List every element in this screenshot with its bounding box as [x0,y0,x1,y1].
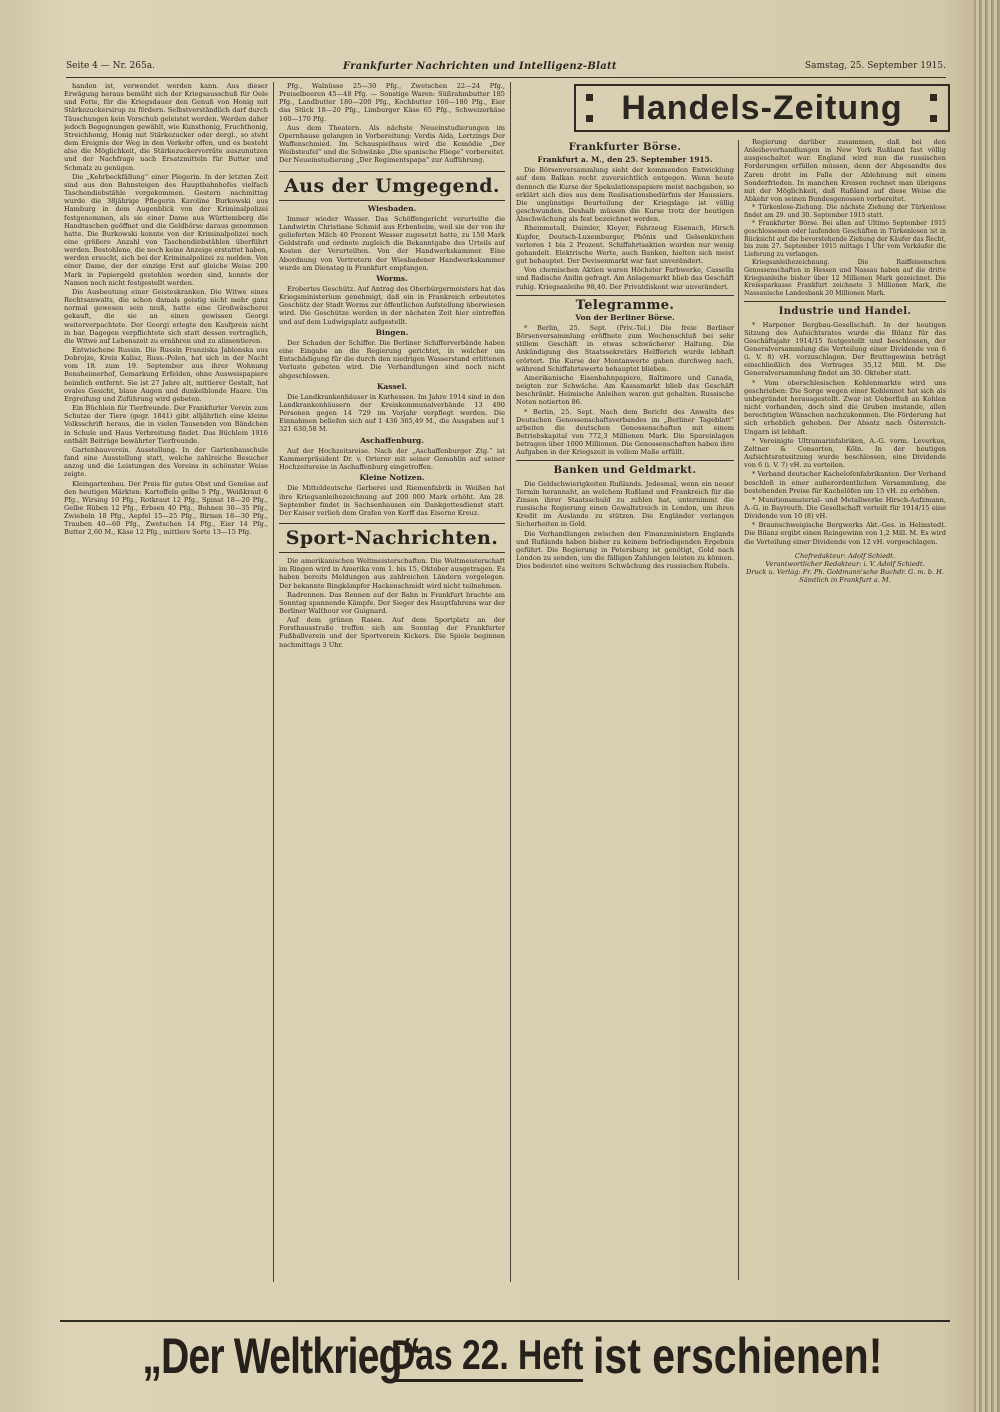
imprint-line: Verantwortlicher Redakteur: i. V. Adolf Schiedt. [765,559,925,568]
telegramme-title: Telegramme. [575,297,675,313]
article-paragraph: Kriegsanleihezeichnung. Die Raiffeisenschen Genossenschaften in Hessen und Nassau haben auf die dritte Kriegsanleihe bisher über 12 Millionen Mark gezeichnet. Die Kreissparkasse Frankfurt zeichnete 3 Millionen Mark, die Nassauische Landesbank 20 Millionen Mark. [744,259,946,297]
article-paragraph: Erobertes Geschütz. Auf Antrag des Oberbürgermeisters hat das Kriegsministerium genehmigt, daß ein in Frankreich erbeutetes Geschütz der Stadt Worms zur öffentlichen Aufstellung überwiesen wird. Die Geschütze werden in der nächsten Zeit hier eintreffen und auf dem Ludwigsplatz aufgestellt. [279,284,505,326]
article-paragraph: Aus dem Theatern. Als nächste Neueinstudierungen im Opernhause gelangen in Vorbereitung: Verdis Aida, Lortzings Der Waffenschmied. Im Schauspielhaus wird die Komödie „Der Weibsteufel“ und die Schwänke „Die spanische Fliege“ vorbereitet. Der Neueinstudierung „Der Regimentspapa“ zur Aufführung. [279,123,505,165]
article-paragraph: * Vom oberschlesischen Kohlenmarkte wird uns geschrieben: Die Sorge wegen einer Kohlennot hat sich als unbegründet herausgestellt. Zwar ist Ueberfluß an Kohlen nicht vorhanden, doch sind die Gruben imstande, allen berechtigten Wünschen nachzukommen. Die Förderung hat sich erheblich gehoben. Der Absatz nach Österreich-Ungarn ist lebhaft. [744,378,946,436]
divider [516,460,734,461]
article-paragraph: Ein Büchlein für Tierfreunde. Der Frankfurter Verein zum Schutze der Tiere (gegr. 1841) gibt alljährlich eine kleine Volksschrift heraus, die in vielen Tausenden von Bändchen in Schule und Haus Verbreitung findet. Das Büchlein 1916 enthält Beiträge bewährter Tierfreunde. [64,404,268,445]
article-paragraph: * Munitionsmaterial- und Metallwerke Hirsch-Aufzmann, A.-G. in Bayreuth. Die Gesellschaft verteilt für 1914/15 eine Dividende von 10 (8) vH. [744,495,946,521]
article-paragraph: * Vereinigte Ultramarinfabriken, A.-G. vorm. Leverkus, Zeltner & Consorten, Köln. In der heutigen Aufsichtsratssitzung wurde beschlossen, eine Dividende von 6 (i. V. 7) vH. zu verteilen. [744,436,946,470]
ad-announcement: ist erschienen! [592,1328,883,1384]
imprint-line: Sämtlich in Frankfurt a. M. [799,575,891,584]
divider [516,295,734,296]
article-paragraph: Auf dem grünen Rasen. Auf dem Sportplatz an der Forsthausstraße treffen sich am Sonntag der Frankfurter Fußballverein und der Sportverein Kickers. Die Spiele beginnen nachmittags 3 Uhr. [279,616,505,649]
article-paragraph: * Berlin, 25. Sept. (Priv.-Tel.) Die freie Berliner Börsenversammlung eröffnete zum Wochenschluß bei sehr stillem Geschäft in etwas schwächerer Haltung. Die Ankündigung des Staatssekretärs Helfferich wurde lebhaft erörtert. Die Kurse der Montanwerte gaben durchweg nach, während Schiffahrtswerte behauptet blieben. [516,323,734,373]
article-paragraph: Die Geldschwierigkeiten Rußlands. Jedesmal, wenn ein neuer Termin herannaht, an welchem Rußland und Frankreich für die Zinsen ihrer Staatsschuld zu zahlen hat, unternimmt die russische Regierung einen Gewaltstreich in London, um ihren Kredit im Auslande zu stützen. Die Engländer verlangen Sicherheiten in Gold. [516,479,734,529]
article-paragraph: * Türkenlose-Ziehung. Die nächste Ziehung der Türkenlose findet am 29. und 30. September 1915 statt. [744,204,946,219]
page-edge [974,0,1000,1412]
article-paragraph: Die amerikanischen Weltmeisterschaften. Die Weltmeisterschaft im Ringen wird in Amerika vom 1. bis 15. Oktober ausgetragen. Es haben bereits Meldungen aus zahlreichen Ländern vorgelegen. Der bekannte Ringkämpfer Hackenschmidt wird nicht teilnehmen. [279,557,505,590]
handelszeitung-masthead [574,84,950,132]
ornament-icon [586,94,594,122]
handelszeitung-title: Handels-Zeitung [621,88,903,127]
column-rule [510,82,511,1282]
article-paragraph: Die Landkrankenhäuser in Kurhessen. Im Jahre 1914 sind in den Landkrankenhäusern der Kreiskommunalverbände 13 490 Personen gegen 14 729 im Vorjahr verpflegt worden. Die Einnahmen beliefen sich auf 1 436 365,49 M., die Ausgaben auf 1 321 630,58 M. [279,392,505,434]
column-rule [738,140,739,1280]
imprint-line: Druck u. Verlag: Fr. Ph. Goldmann'sche Buchdr. G. m. b. H. [746,567,944,576]
article-paragraph: Die Ausbeutung einer Geisteskranken. Die Witwe eines Rechtsanwalts, die schon damals geistig nicht mehr ganz normal gewesen sein muß, hatte eine Großwäscherei gekauft, die sie an einen gewissen Georgi weiterverpachtete. Der Georgi erlegte den Kaufpreis nicht in bar. Dagegen verpflichtete sich statt dessen vertraglich, die Witwe auf Lebenszeit zu ernähren und zu alimentieren. [64,287,268,345]
subsection-head: Kassel. [376,381,408,391]
header-left: Seite 4 — Nr. 265a. [66,61,155,71]
subsection-head: Bingen. [375,327,409,337]
article-paragraph: Die „Kehrbeckfällung“ einer Plegerin. In der letzten Zeit sind aus den Bahnsteigen des Hauptbahnhofes vielfach Taschendiebstähle vorgekommen. Gestern nachmittag wurde die 38jährige Pflegerin Karoline Burkowski aus Hamburg in dem Augenblick von der Kriminalpolizei festgenommen, als sie einer Dame aus Württemberg die Handtaschen geöffnet und die Geldbörse daraus genommen hatte. Die Burkowski konnte von der Kriminalpolizei noch eine größere Anzahl von Taschendiebstählen überführt werden. Bestohlene, die noch keine Anzeige erstattet haben, werden ersucht, sich bei der Kriminalpolizei zu melden. Von einer Dame, der der einzige Erst auf gleiche Weise 200 Mark in Papiergeld gestohlen worden sind, konnte der Namen noch nicht festgestellt werden. [64,172,268,287]
weltkrieg-advertisement [60,1320,950,1390]
page-header [66,58,946,78]
subsection-head: Worms. [376,273,408,283]
divider [744,301,946,302]
banken-title: Banken und Geldmarkt. [553,465,697,477]
article-paragraph: * Frankfurter Börse. Bei allen auf Ultimo September 1915 geschlossenen oder laufenden Geschäften in Türkenlosen ist in Rücksicht auf die bevorstehende Ziehung der Käufer das Recht, bis zum 27. September 1915 mittags 1 Uhr vom Verkäufer die Lieferung zu verlangen. [744,220,946,258]
article-paragraph: Der Schaden der Schiffer. Die Berliner Schifferverbände haben eine Eingabe an die Regierung gerichtet, in welcher um Entschädigung für die durch den niedrigen Wasserstand erlittenen Verluste gebeten wird. Die Verhandlungen sind noch nicht abgeschlossen. [279,338,505,380]
section-title-umgegend: Aus der Umgegend. [279,171,505,201]
article-paragraph: Amerikanische Eisenbahnpapiere, Baltimore und Canada, neigten zur Schwäche. Am Kassamarkt blieb das Geschäft beschränkt. Heimische Anleihen waren gut gehalten. Russische Noten notierten 86. [516,373,734,407]
subsection-head: Aschaffenburg. [360,435,424,445]
section-title-sport: Sport-Nachrichten. [279,523,505,553]
article-paragraph: Von chemischen Aktien waren Höchster Farbwerke, Cassella und Badische Anilin gefragt. Am Anlagemarkt blieb das Geschäft ruhig. Kriegsanleihe 98,40. Der Privatdiskont war unverändert. [516,266,734,291]
article-paragraph: Gartenbauverein. Ausstellung. In der Gartenbauschule fand eine Ausstellung statt, welche zahlreiche Besucher anzog und die Leistungen des Vereins in schönster Weise zeigte. [64,445,268,479]
column-1 [64,82,268,1318]
article-paragraph: handen ist, verwendet werden kann. Aus dieser Erwägung heraus bemüht sich der Kriegsausschuß für Oele und Fette, für die Kriegsdauer den Genuß von Honig mit Stärkezuckersirup zu fördern. Selbstverständlich darf durch Täuschungen kein Vorschub geleistet werden. Werden daher jedoch Begegnungen gewählt, wie Kunsthonig, Fruchthonig, Streichhonig, Honig mit Stärkezucker oder dergl., so steht dem Ereignis der Weg in den Verkehr offen, und es besteht also die Möglichkeit, die Stärkezuckervorräte auszunutzen und der Nachfrage nach Ersatzmitteln für Butter und Schmalz zu genügen. [64,82,268,172]
column-4 [744,138,946,1318]
industrie-title: Industrie und Handel. [778,306,912,318]
article-paragraph: Die Mitteldeutsche Gerberei und Riemenfabrik in Weißen hat ihre Kriegsanleihezeichnung auf 200 000 Mark erhöht. Am 28. September findet in Sachsenhausen ein Dankgottesdienst statt. Der Kaiser verlieh dem Grafen von Korff das Eiserne Kreuz. [279,484,505,517]
column-rule [273,82,274,1282]
boerse-title: Frankfurter Börse. [568,142,682,153]
subsection-head: Kleine Notizen. [359,473,425,483]
column-2 [279,82,505,1318]
article-paragraph: Immer wieder Wasser. Das Schöffengericht verurteilte die Landwirtin Christiane Schmid aus Erbenheim, weil sie der von ihr gelieferten Milch 40 Prozent Wasser zugesetzt hatte, zu 150 Mark Geldstrafe und ordnete zugleich die Bekanntgabe des Urteils auf Kosten der Verurteilten. Von der Handwerkskammer. Eine Abordnung von Vertretern der Wiesbadener Handwerkskammer wurde am Dienstag in Frankfurt empfangen. [279,214,505,272]
boerse-dateline: Frankfurt a. M., den 25. September 1915. [537,155,713,165]
imprint [744,552,946,584]
header-date: Samstag, 25. September 1915. [804,61,946,71]
article-paragraph: Pfg., Walnüsse 25—30 Pfg., Zwetschen 22—24 Pfg., Preiselbeeren 45—48 Pfg. — Sonstige Waren: Süßrahmbutter 185 Pfg., Landbutter 180—200 Pfg., Kochbutter 160—180 Pfg., Eier das Stück 18—20 Pfg., Limburger Käse 65 Pfg., Schweizerkäse 160—170 Pfg. [279,82,505,123]
article-paragraph: Entwischene Russin. Die Russin Franziska Jablonska aus Dobrojze, Kreis Kalisz, Russ.-Polen, hat sich in der Nacht vom 18. zum 19. September aus ihrer Wohnung Bensheimerhof, Gemarkung Erfelden, ohne Ausweispapiere heimlich entfernt. Sie ist 27 Jahre alt, mittlerer Gestalt, hat ovales Gesicht, blaue Augen und dunkelblonde Haare. Um Ergreifung und Zuführung wird gebeten. [64,346,268,403]
telegramme-subhead: Von der Berliner Börse. [575,312,675,322]
ornament-icon [930,94,938,122]
article-paragraph: Kleingartenbau. Der Preis für gutes Obst und Gemüse auf den heutigen Märkten: Kartoffeln gelbe 5 Pfg., Weißkraut 6 Pfg., Wirsing 10 Pfg., Rotkraut 12 Pfg., Spinat 18—20 Pfg., Gelbe Rüben 12 Pfg., Erbsen 40 Pfg., Bohnen 30—35 Pfg., Zwiebeln 18 Pfg., Aepfel 15—25 Pfg., Birnen 18—30 Pfg., Trauben 40—60 Pfg., Zwetschen 14 Pfg., Eier 14 Pfg., Butter 2,60 M., Käse 12 Pfg., mittlere Sorte 13—15 Pfg. [64,479,268,537]
article-paragraph: Die Verhandlungen zwischen den Finanzministern Englands und Rußlands haben bisher zu keinem befriedigenden Ergebnis geführt. Die Regierung in Petersburg ist genötigt, Gold nach London zu senden, um die fälligen Zahlungen leisten zu können. Dies bedeutet eine weitere Schwächung des russischen Rubels. [516,529,734,571]
ad-issue: Das 22. Heft [391,1331,583,1382]
article-paragraph: * Braunschweigische Bergwerks Akt.-Ges. in Helmstedt. Die Bilanz ergibt einen Reingewinn von 1,2 Mill. M. Es wird die Verteilung einer Dividende von 12 vH. vorgeschlagen. [744,521,946,546]
masthead: Frankfurter Nachrichten und Intelligenz-Blatt [343,60,617,72]
article-paragraph: Regierung darüber zusammen, daß bei den Anleiheverhandlungen in New York Rußland fast völlig ausgeschaltet war. England wird nun die russischen Forderungen erfüllen müssen, denn der Abgesandte des Zaren droht im Falle der Ablehnung mit einem Sonderfrieden. In manchen Kreisen rechnet man übrigens mit der Möglichkeit, daß Rußland auf diese Weise die Abkehr von seinen Bundesgenossen vorbereitet. [744,138,946,204]
article-paragraph: Die Börsenversammlung sieht der kommenden Entwicklung auf dem Balkan recht zuversichtlich entgegen. Wenn heute dennoch die Kurse der Spekulationspapiere meist nachgaben, so erklärt sich dies aus dem Realisationsbedürfnis der Haussiers. Die ungünstige Beurteilung der Kriegslage ist völlig geschwunden. Deshalb müssen die Kurse trotz der heutigen Abschwächung als fest bezeichnet werden. [516,166,734,224]
column-3 [516,138,734,1318]
ad-title: „Der Weltkrieg“ [142,1328,421,1384]
article-paragraph: Rheinmetall, Daimler, Kleyer, Fahrzeug Eisenach, Hirsch Kupfer, Deutsch-Luxemburger, Phönix und Gelsenkirchen verloren 1 bis 2 Prozent. Schiffahrtsaktien wurden nur wenig gehandelt. Elektrische Werte, auch Banken, hielten sich meist gut behauptet. Der Devisenmarkt war fast unverändert. [516,224,734,266]
article-paragraph: Auf der Hochzeitsreise. Nach der „Aschaffenburger Ztg.“ ist Kammerpräsident Dr. v. Orterer mit seiner Gemahlin auf seiner Hochzeitsreise in Aschaffenburg eingetroffen. [279,446,505,472]
subsection-head: Wiesbaden. [367,203,417,213]
article-paragraph: * Berlin, 25. Sept. Nach dem Bericht des Anwalts des Deutschen Genossenschaftsverbandes im „Berliner Tageblatt“ arbeiten die deutschen Genossenschaften mit einem Betriebskapital von 772,3 Millionen Mark. Die Spareinlagen betragen über 1000 Millionen. Die Genossenschaften haben ihre Aufgaben in der Kriegszeit in vollem Maße erfüllt. [516,407,734,457]
article-paragraph: * Harpener Bergbau-Gesellschaft. In der heutigen Sitzung des Aufsichtsrates wurde die Bilanz für das Geschäftsjahr 1914/15 festgestellt und beschlossen, der Generalversammlung die Verteilung einer Dividende von 6 (i. V. 8) vH. vorzuschlagen. Der Bruttogewinn beträgt einschließlich des Vortrages 35,12 Mill. M. Die Generalversammlung findet am 30. Oktober statt. [744,320,946,378]
imprint-line: Chefredakteur: Adolf Schiedt. [794,551,896,560]
article-paragraph: Radrennen. Das Rennen auf der Bahn in Frankfurt brachte am Sonntag spannende Kämpfe. Der Sieger des Hauptfahrens war der Berliner Walthour vor Guignard. [279,590,505,615]
article-paragraph: * Verband deutscher Kachelofenfabrikanten. Der Verband beschloß in einer außerordentlichen Versammlung, die bestehenden Preise für Kachelöfen um 15 vH. zu erhöhen. [744,470,946,495]
